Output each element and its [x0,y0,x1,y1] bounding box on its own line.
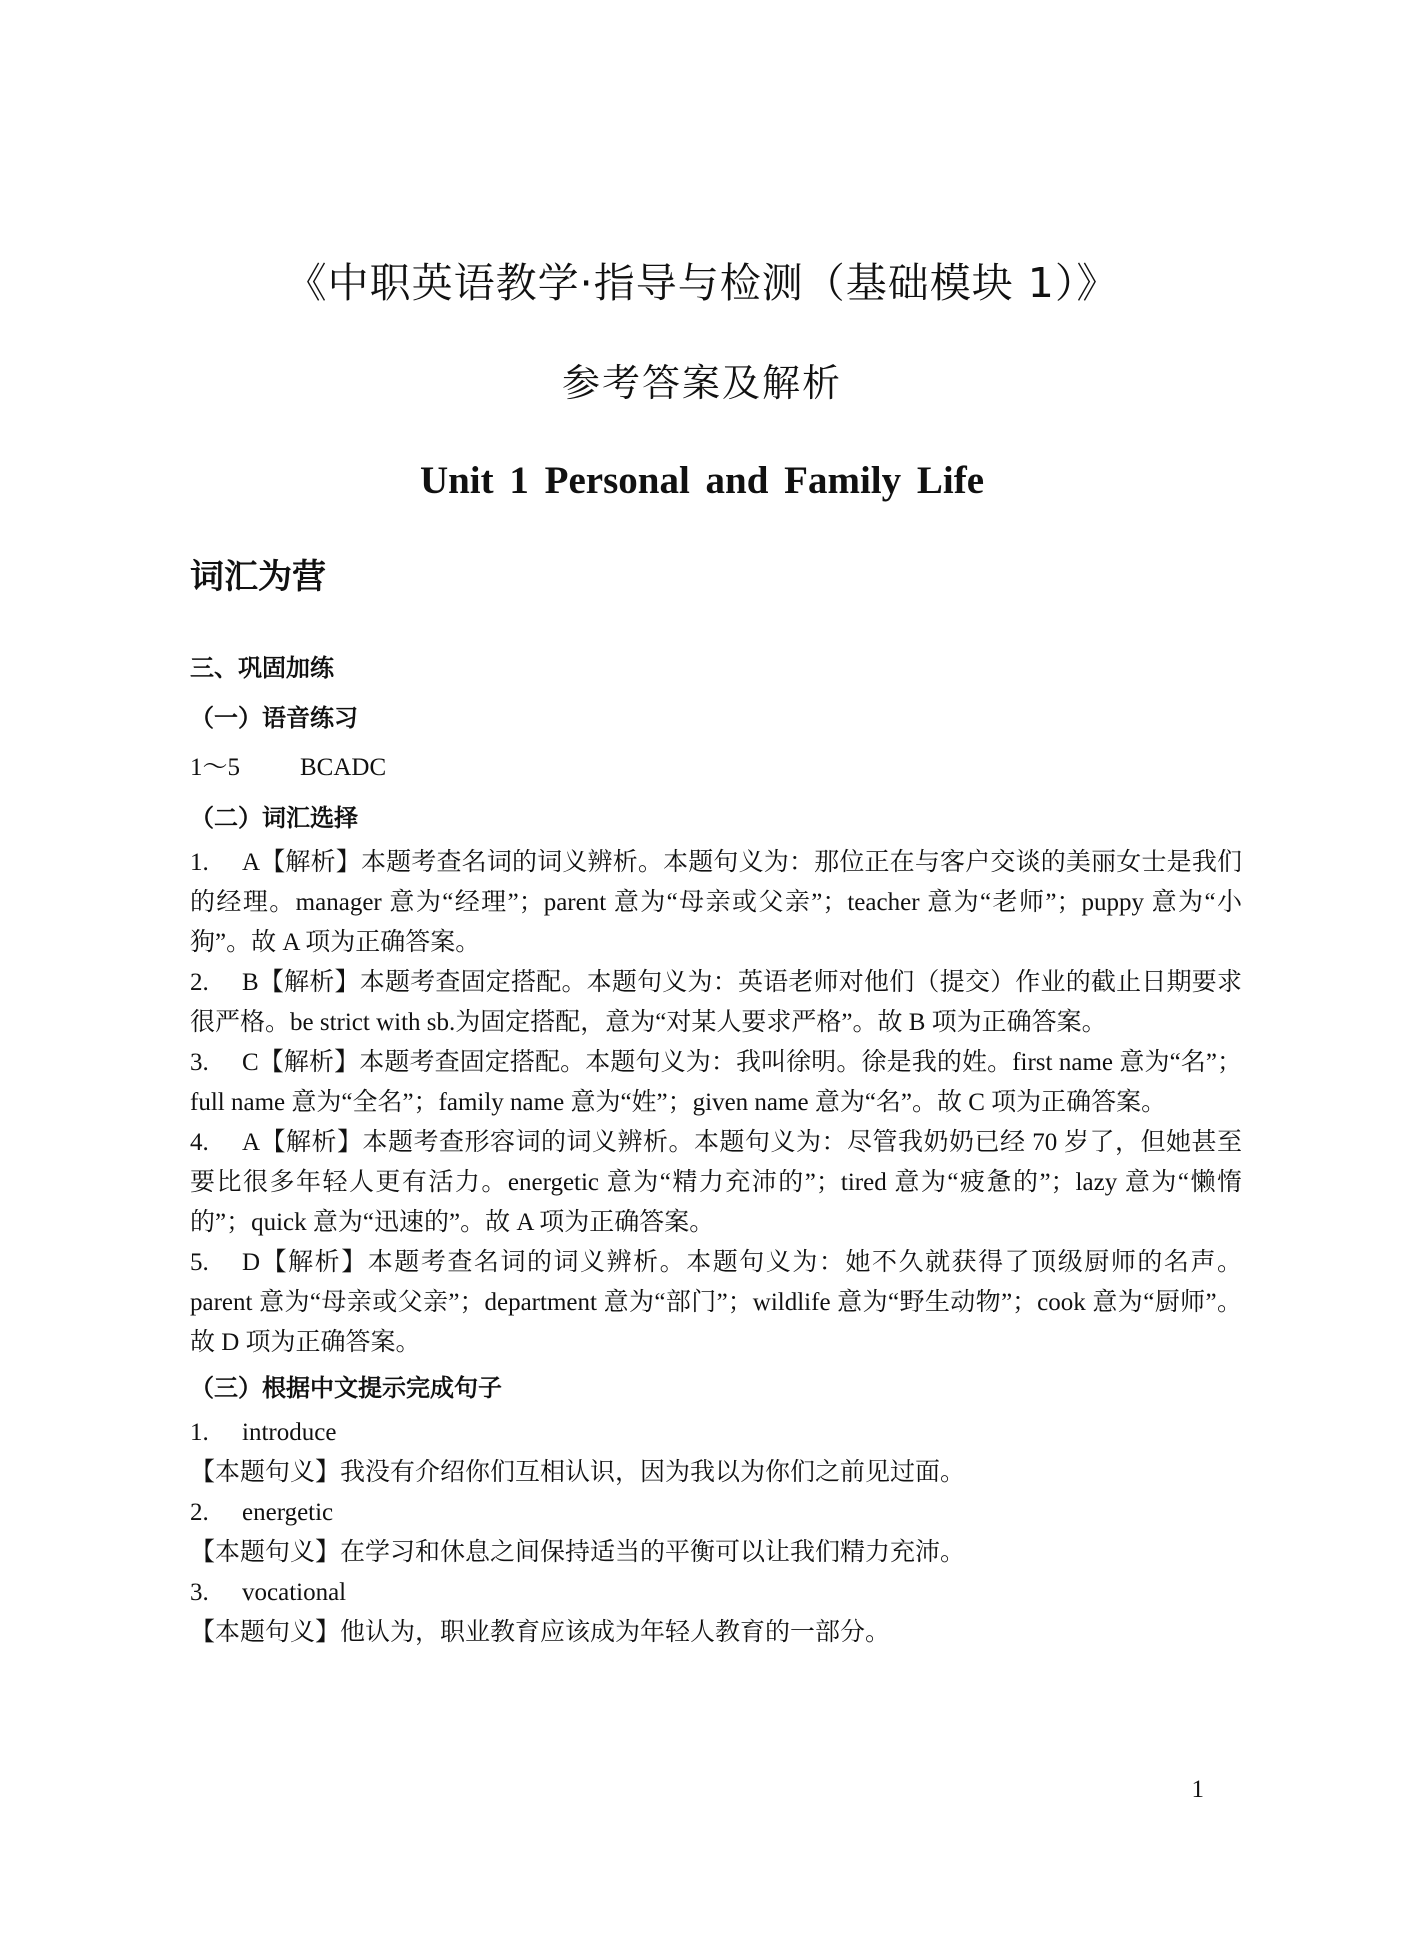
sentence-completion-heading: （三）根据中文提示完成句子 [190,1374,502,1402]
content-body [190,555,1242,1653]
vocab-item-4 [190,1123,1242,1243]
item-number: 4. [190,1129,209,1156]
item-text: A【解析】本题考查名词的词义辨析。本题句义为：那位正在与客户交谈的美丽女士是我们的经理。manager 意为“经理”；parent 意为“母亲或父亲”；teacher 意为“老师”；puppy 意为“小狗”。故 A 项为正确答案。 [190,849,1242,956]
item-answer: introduce [242,1419,337,1446]
vocab-item-2 [190,963,1242,1043]
item-number: 3. [190,1049,209,1076]
item-number: 3. [190,1579,209,1606]
vocab-choice-heading: （二）词汇选择 [190,804,358,832]
item-number: 2. [190,969,209,996]
completion-item-3 [190,1573,1242,1613]
completion-meaning-1: 【本题句义】我没有介绍你们互相认识，因为我以为你们之前见过面。 [190,1459,966,1486]
completion-item-1 [190,1413,1242,1453]
document-subtitle: 参考答案及解析 [561,361,842,405]
item-number: 1. [190,849,209,876]
phonetics-answers [190,743,1242,793]
item-answer: vocational [242,1579,347,1606]
page-number: 1 [1191,1776,1204,1803]
item-number: 1. [190,1419,209,1446]
item-number: 5. [190,1249,209,1276]
vocab-item-5 [190,1243,1242,1363]
vocab-item-1 [190,843,1242,963]
document-title: 《中职英语教学·指导与检测（基础模块 1）》 [285,259,1119,307]
item-text: A【解析】本题考查形容词的词义辨析。本题句义为：尽管我奶奶已经 70 岁了，但她甚至要比很多年轻人更有活力。energetic 意为“精力充沛的”；tired 意为“疲惫的”；lazy 意为“懒惰的”；quick 意为“迅速的”。故 A 项为正确答案。 [190,1129,1242,1236]
item-text: B【解析】本题考查固定搭配。本题句义为：英语老师对他们（提交）作业的截止日期要求很严格。be strict with sb.为固定搭配，意为“对某人要求严格”。故 B 项为正确答案。 [190,969,1242,1036]
phonetics-heading: （一）语音练习 [190,704,358,732]
item-number: 2. [190,1499,209,1526]
vocab-item-3 [190,1043,1242,1123]
part-heading: 三、巩固加练 [190,654,334,682]
item-text: C【解析】本题考查固定搭配。本题句义为：我叫徐明。徐是我的姓。first name 意为“名”；full name 意为“全名”；family name 意为“姓”；given name 意为“名”。故 C 项为正确答案。 [190,1049,1242,1116]
completion-meaning-2: 【本题句义】在学习和休息之间保持适当的平衡可以让我们精力充沛。 [190,1539,966,1566]
section-heading: 词汇为营 [190,557,326,597]
item-answer: energetic [242,1499,334,1526]
item-text: D【解析】本题考查名词的词义辨析。本题句义为：她不久就获得了顶级厨师的名声。parent 意为“母亲或父亲”；department 意为“部门”；wildlife 意为“野生动物”；cook 意为“厨师”。故 D 项为正确答案。 [190,1249,1242,1356]
phonetics-range: 1～5 [190,754,241,781]
completion-meaning-3: 【本题句义】他认为，职业教育应该成为年轻人教育的一部分。 [190,1619,891,1646]
unit-title: Unit 1 Personal and Family Life [419,459,985,502]
phonetics-answer-key: BCADC [300,754,387,781]
completion-item-2 [190,1493,1242,1533]
